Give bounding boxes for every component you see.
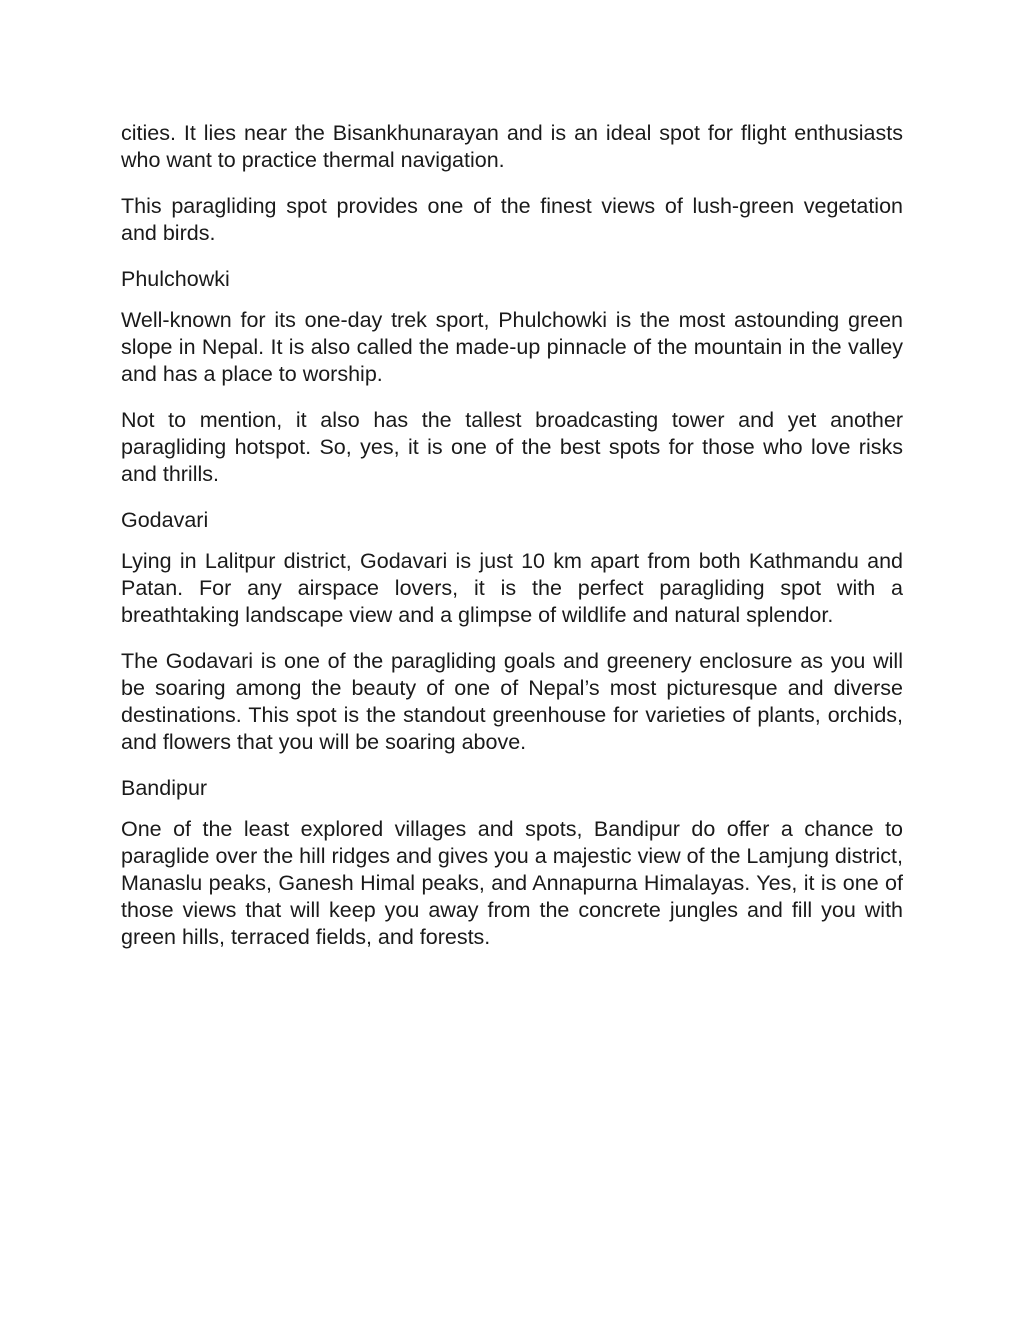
paragraph-phulchowki-trek: Well-known for its one-day trek sport, Phulchowki is the most astounding green slope in Nepal. It is also called the made-up pinnacle of the mountain in the valley and has a place to worship. [121,308,903,386]
document-page [121,120,903,970]
paragraph-godavari-greenery: The Godavari is one of the paragliding goals and greenery enclosure as you will be soaring among the beauty of one of Nepal’s most picturesque and diverse destinations. This spot is the standout greenhouse for varieties of plants, orchids, and flowers that you will be soaring above. [121,649,903,754]
paragraph-bisankhunarayan-intro: cities. It lies near the Bisankhunarayan and is an ideal spot for flight enthusiasts who want to practice thermal navigation. [121,121,903,172]
paragraph-lush-green-views: This paragliding spot provides one of the finest views of lush-green vegetation and birds. [121,194,903,245]
section-heading-godavari: Godavari [121,508,209,532]
section-heading-bandipur: Bandipur [121,776,208,800]
paragraph-godavari-location: Lying in Lalitpur district, Godavari is just 10 km apart from both Kathmandu and Patan. For any airspace lovers, it is the perfect paragliding spot with a breathtaking landscape view and a glimpse of wildlife and natural splendor. [121,549,903,627]
paragraph-bandipur-views: One of the least explored villages and spots, Bandipur do offer a chance to paraglide over the hill ridges and gives you a majestic view of the Lamjung district, Manaslu peaks, Ganesh Himal peaks, and Annapurna Himalayas. Yes, it is one of those views that will keep you away from the concrete jungles and fill you with green hills, terraced fields, and forests. [121,817,903,949]
section-heading-phulchowki: Phulchowki [121,267,230,291]
paragraph-phulchowki-tower: Not to mention, it also has the tallest broadcasting tower and yet another paragliding hotspot. So, yes, it is one of the best spots for those who love risks and thrills. [121,408,903,486]
